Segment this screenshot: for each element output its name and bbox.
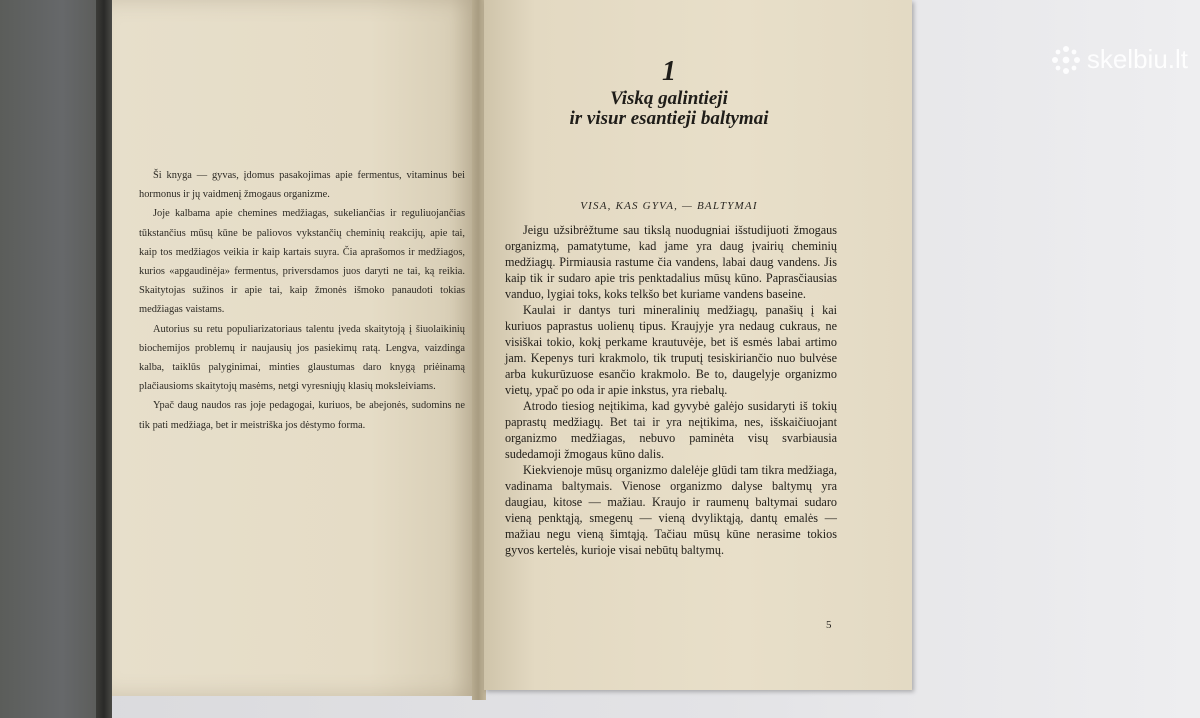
section-heading: VISA, KAS GYVA, — BALTYMAI xyxy=(580,200,758,212)
watermark xyxy=(1051,44,1188,75)
page-number: 5 xyxy=(826,619,832,631)
watermark-text: skelbiu.lt xyxy=(1086,44,1188,74)
right-paragraph-1: Jeigu užsibrėžtume sau tikslą nuodugniai išstudijuoti žmogaus organizmą, pamatytume, kad jame yra daug įvairių cheminių medžiagų. Pirmiausia rastume čia vandens, labai daug vandens. Jis kaip tik ir sudaro apie tris penktadalius mūsų kūno. Paprasčiausias vanduo, lygiai toks, koks telkšo bet kuriame vandens baseine. xyxy=(505,223,837,301)
dots-logo-icon xyxy=(1051,45,1081,75)
right-page-text xyxy=(505,222,837,558)
chapter-title xyxy=(484,89,854,129)
left-page-text xyxy=(139,166,465,435)
left-paragraph-2: Joje kalbama apie chemines medžiagas, sukeliančias ir reguliuojančias tūkstančius mūsų kūne be paliovos vykstančių cheminių reakcijų, apie tai, kaip tos medžiagos veikia ir kaip kartais suyra. Čia aprašomos ir medžiagos, kurios «apgaudinėja» fermentus, priversdamos juos daryti ne tai, ką reikia. Skaitytojas sužinos ir apie tai, kaip žmonės išmoko panaudoti tokias medžiagas vaistams. xyxy=(139,208,465,316)
right-paragraph-2: Kaulai ir dantys turi mineralinių medžiagų, panašių į kai kuriuos paprastus uolienų tipus. Kraujyje yra nedaug cukraus, ne visiškai tokio, kokį perkame krautuvėje, bet iš esmės labai artimo jam. Kepenys turi krakmolo, tik truputį tesiskiriančio nuo bulvėse arba kukurūzuose esančio krakmolo. Be to, daugelyje organizmo vietų, ypač po oda ir apie inkstus, yra riebalų. xyxy=(505,303,837,397)
chapter-number: 1 xyxy=(662,56,676,87)
right-paragraph-3: Atrodo tiesiog neįtikima, kad gyvybė galėjo susidaryti iš tokių paprastų medžiagų. Bet tai ir yra neįtikima, nes, išskaičiuojant organizmo medžiagas, nebuvo paminėta visų svarbiausia sudedamoji žmogaus kūno dalis. xyxy=(505,399,837,461)
chapter-title-line-1: Viską galintieji xyxy=(610,88,728,109)
right-paragraph-4: Kiekvienoje mūsų organizmo dalelėje glūdi tam tikra medžiaga, vadinama baltymais. Vienose organizmo dalyse baltymų yra daugiau, kitose — mažiau. Kraujo ir raumenų baltymai sudaro vieną penktąją, smegenų — vieną dvyliktąją, dantų emalės — mažiau negu vieną šimtąją. Tačiau mūsų kūne nerasime tokios gyvos kertelės, kurioje visai nebūtų baltymų. xyxy=(505,463,837,557)
book-spine xyxy=(96,0,112,718)
left-paragraph-4: Ypač daug naudos ras joje pedagogai, kuriuos, be abejonės, sudomins ne tik pati medžiaga, bet ir meistriška jos dėstymo forma. xyxy=(139,400,465,431)
chapter-title-line-2: ir visur esantieji baltymai xyxy=(569,108,769,129)
left-paragraph-1: Ši knyga — gyvas, įdomus pasakojimas apie fermentus, vitaminus bei hormonus ir jų vaidmenį žmogaus organizme. xyxy=(139,170,465,201)
book-cover xyxy=(0,0,104,718)
left-paragraph-3: Autorius su retu populiarizatoriaus talentu įveda skaitytoją į šiuolaikinių biochemijos problemų ir naujausių jos pasiekimų ratą. Lengva, vaizdinga kalba, taiklūs palyginimai, minties glaustumas daro knygą priėinamą plačiausioms skaitytojų masėms, netgi vyresniųjų klasių moksleiviams. xyxy=(139,323,465,393)
